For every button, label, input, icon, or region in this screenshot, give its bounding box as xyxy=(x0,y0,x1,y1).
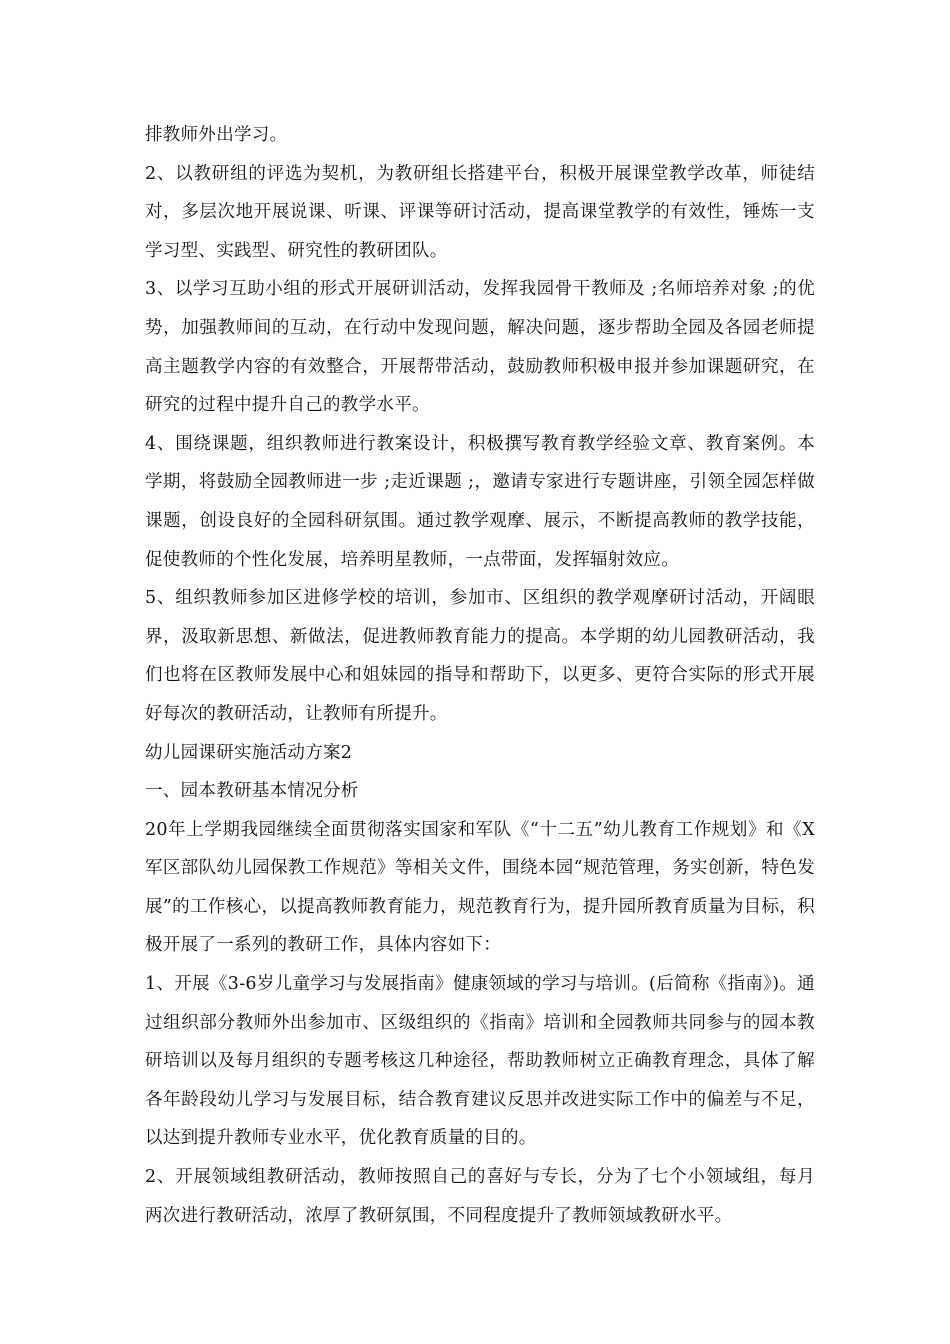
paragraph-item-2b: 2、开展领域组教研活动，教师按照自己的喜好与专长，分为了七个小领域组，每月两次进行教研活动，浓厚了教研氛围，不同程度提升了教师领域教研水平。 xyxy=(145,1167,815,1226)
paragraph-item-4: 4、围绕课题，组织教师进行教案设计，积极撰写教育教学经验文章、教育案例。本学期，将鼓励全园教师进一步 ;走近课题 ;，邀请专家进行专题讲座，引领全园怎样做课题，创设良好的全园科研氛围。通过教学观摩、展示，不断提高教师的教学技能，促使教师的个性化发展，培养明星教师，一点带面，发挥辐射效应。 xyxy=(145,433,815,570)
paragraph-item-2: 2、以教研组的评选为契机，为教研组长搭建平台，积极开展课堂教学改革，师徒结对，多层次地开展说课、听课、评课等研讨活动，提高课堂教学的有效性，锤炼一支学习型、实践型、研究性的教研团队。 xyxy=(145,163,815,261)
section-title: 幼儿园课研实施活动方案2 xyxy=(145,742,353,763)
paragraph-intro: 20年上学期我园继续全面贯彻落实国家和军队《“十二五”幼儿教育工作规划》和《X军区部队幼儿园保教工作规范》等相关文件，围绕本园“规范管理，务实创新，特色发展”的工作核心，以提高教师教育能力，规范教育行为，提升园所教育质量为目标，积极开展了一系列的教研工作，具体内容如下： xyxy=(145,819,815,956)
paragraph-item-5: 5、组织教师参加区进修学校的培训，参加市、区组织的教学观摩研讨活动，开阔眼界，汲取新思想、新做法，促进教师教育能力的提高。本学期的幼儿园教研活动，我们也将在区教师发展中心和姐妹园的指导和帮助下，以更多、更符合实际的形式开展好每次的教研活动，让教师有所提升。 xyxy=(145,588,815,724)
paragraph-item-3: 3、以学习互助小组的形式开展研训活动，发挥我园骨干教师及 ;名师培养对象 ;的优势，加强教师间的互动，在行动中发现问题，解决问题，逐步帮助全园及各园老师提高主题教学内容的有效整合，开展帮带活动，鼓励教师积极申报并参加课题研究，在研究的过程中提升自己的教学水平。 xyxy=(145,279,815,416)
paragraph-item-1: 1、开展《3-6岁儿童学习与发展指南》健康领域的学习与培训。(后简称《指南》)。通过组织部分教师外出参加市、区级组织的《指南》培训和全园教师共同参与的园本教研培训以及每月组织的专题考核这几种途径，帮助教师树立正确教育理念，具体了解各年龄段幼儿学习与发展目标，结合教育建议反思并改进实际工作中的偏差与不足，以达到提升教师专业水平，优化教育质量的目的。 xyxy=(145,974,815,1149)
section-heading: 一、园本教研基本情况分析 xyxy=(145,781,359,802)
document-body xyxy=(145,116,815,1235)
paragraph-continuation: 排教师外出学习。 xyxy=(145,125,288,145)
